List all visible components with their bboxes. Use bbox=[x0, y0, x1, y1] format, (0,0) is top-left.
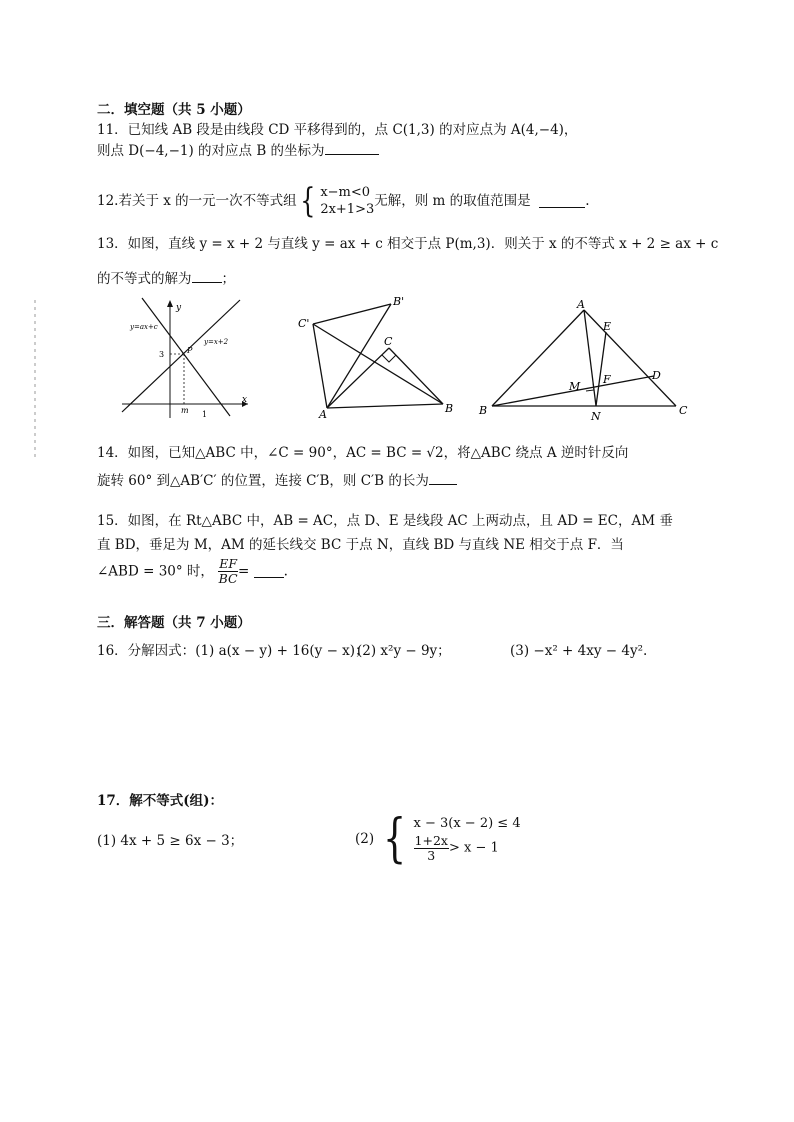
segment-c-prime-b bbox=[313, 324, 443, 404]
y-axis-label: y bbox=[176, 303, 182, 313]
point-label-p: P bbox=[187, 346, 193, 355]
question-12-prefix: 12.若关于 x 的一元一次不等式组 bbox=[97, 193, 297, 209]
question-12 bbox=[97, 181, 590, 224]
x-value-m: m bbox=[181, 406, 189, 415]
question-16-part-3: (3) −x² + 4xy − 4y². bbox=[510, 643, 648, 659]
y-value-3: 3 bbox=[159, 350, 165, 359]
line-x-plus-2 bbox=[122, 300, 240, 412]
label-c: C bbox=[384, 335, 393, 348]
y-axis-arrow-icon bbox=[167, 300, 173, 307]
fraction-1-plus-2x bbox=[414, 834, 449, 863]
question-15-end: . bbox=[283, 563, 288, 580]
question-13-line-2 bbox=[97, 270, 235, 288]
system-row-1: x−m<0 bbox=[320, 185, 371, 200]
figure-linear-graph bbox=[112, 296, 252, 420]
fraction-ef-bc bbox=[218, 557, 238, 586]
question-11-text: 则点 D(−4,−1) 的对应点 B 的坐标为 bbox=[97, 143, 325, 159]
answer-blank-11 bbox=[325, 142, 379, 155]
label-c: C bbox=[679, 404, 688, 417]
brace-icon: { bbox=[299, 181, 316, 221]
segment-ab bbox=[327, 404, 443, 408]
question-13-end: ； bbox=[221, 271, 235, 287]
line-ax-plus-c bbox=[142, 298, 230, 416]
line-label-ax-c: y=ax+c bbox=[130, 323, 158, 331]
fraction-denominator: BC bbox=[218, 571, 238, 586]
question-14-line-2 bbox=[97, 472, 457, 490]
answer-blank-15 bbox=[254, 565, 284, 578]
question-15-line-1: 15．如图，在 Rt△ABC 中，AB = AC，点 D、E 是线段 AC 上两动点，且 AD = EC，AM 垂 bbox=[97, 513, 673, 529]
label-d: D bbox=[652, 369, 661, 382]
figure-isosceles-triangle bbox=[474, 294, 696, 422]
label-f: F bbox=[603, 373, 611, 386]
fraction-numerator: EF bbox=[219, 556, 238, 571]
answer-blank-13 bbox=[192, 270, 222, 283]
question-13-text: 的不等式的解为 bbox=[97, 271, 192, 287]
section-heading-fill-in: 二．填空题（共 5 小题） bbox=[97, 102, 251, 118]
x-value-1: 1 bbox=[202, 410, 208, 419]
system-row-2 bbox=[414, 834, 521, 863]
question-16 bbox=[97, 642, 369, 660]
label-a: A bbox=[577, 298, 585, 311]
brace-icon: { bbox=[383, 809, 407, 869]
segment-ac-prime bbox=[313, 324, 327, 408]
segment-ne bbox=[596, 332, 606, 406]
question-16-part-1: (1) a(x − y) + 16(y − x)； bbox=[195, 643, 369, 659]
label-b: B bbox=[479, 404, 488, 417]
label-b-prime: B' bbox=[393, 295, 405, 308]
question-14-line-1: 14．如图，已知△ABC 中，∠C = 90°，AC = BC = √2，将△ABC 绕点 A 逆时针反向 bbox=[97, 445, 629, 461]
system-row-2-suffix: > x − 1 bbox=[448, 840, 499, 855]
segment-c-prime-b-prime bbox=[313, 304, 391, 324]
label-a: A bbox=[319, 408, 327, 420]
label-m: M bbox=[569, 380, 581, 393]
answer-blank-14 bbox=[429, 472, 457, 485]
question-17-part-2-label: (2) bbox=[355, 831, 375, 847]
segment-an bbox=[584, 310, 596, 406]
scan-artifact bbox=[34, 300, 36, 460]
label-n: N bbox=[591, 410, 601, 422]
inequality-system-17 bbox=[412, 816, 521, 863]
system-row-2: 2x+1>3 bbox=[320, 202, 375, 217]
line-label-x-2: y=x+2 bbox=[204, 338, 229, 346]
question-14-text: 旋转 60° 到△AB′C′ 的位置，连接 C′B，则 C′B 的长为 bbox=[97, 473, 429, 489]
label-c-prime: C' bbox=[298, 317, 310, 330]
equals-sign: = bbox=[238, 563, 254, 580]
fraction-numerator: 1+2x bbox=[414, 832, 448, 848]
label-b: B bbox=[445, 402, 454, 415]
question-17-part-1: (1) 4x + 5 ≥ 6x − 3； bbox=[97, 833, 244, 849]
question-13-line-1: 13．如图，直线 y = x + 2 与直线 y = ax + c 相交于点 P(m,3)．则关于 x 的不等式 x + 2 ≥ ax + c bbox=[97, 236, 719, 252]
question-12-suffix: 无解，则 m 的取值范围是 bbox=[374, 193, 531, 209]
question-17-part-2 bbox=[355, 809, 521, 873]
section-heading-solve: 三．解答题（共 7 小题） bbox=[97, 615, 251, 631]
fraction-denominator: 3 bbox=[427, 847, 436, 863]
inequality-system-12 bbox=[318, 184, 374, 218]
question-16-label: 16．分解因式： bbox=[97, 643, 196, 659]
question-11-line-1: 11．已知线 AB 段是由线段 CD 平移得到的，点 C(1,3) 的对应点为 A(4,−4)， bbox=[97, 122, 578, 138]
question-11-line-2 bbox=[97, 142, 379, 160]
label-e: E bbox=[603, 320, 612, 333]
question-15-line-2: 直 BD，垂足为 M，AM 的延长线交 BC 于点 N，直线 BD 与直线 NE 相交于点 F．当 bbox=[97, 537, 624, 553]
question-16-part-2: (2) x²y − 9y； bbox=[357, 643, 451, 659]
x-axis-label: x bbox=[242, 395, 248, 405]
question-12-end: . bbox=[585, 193, 590, 209]
right-angle-mark-icon bbox=[382, 355, 396, 362]
question-15-condition: ∠ABD = 30° 时， bbox=[97, 563, 214, 580]
system-row-1: x − 3(x − 2) ≤ 4 bbox=[413, 815, 521, 831]
question-15-line-3 bbox=[97, 557, 288, 593]
question-17-label: 17．解不等式(组)： bbox=[97, 793, 224, 809]
answer-blank-12 bbox=[539, 195, 585, 208]
figure-rotated-triangle bbox=[295, 292, 465, 420]
